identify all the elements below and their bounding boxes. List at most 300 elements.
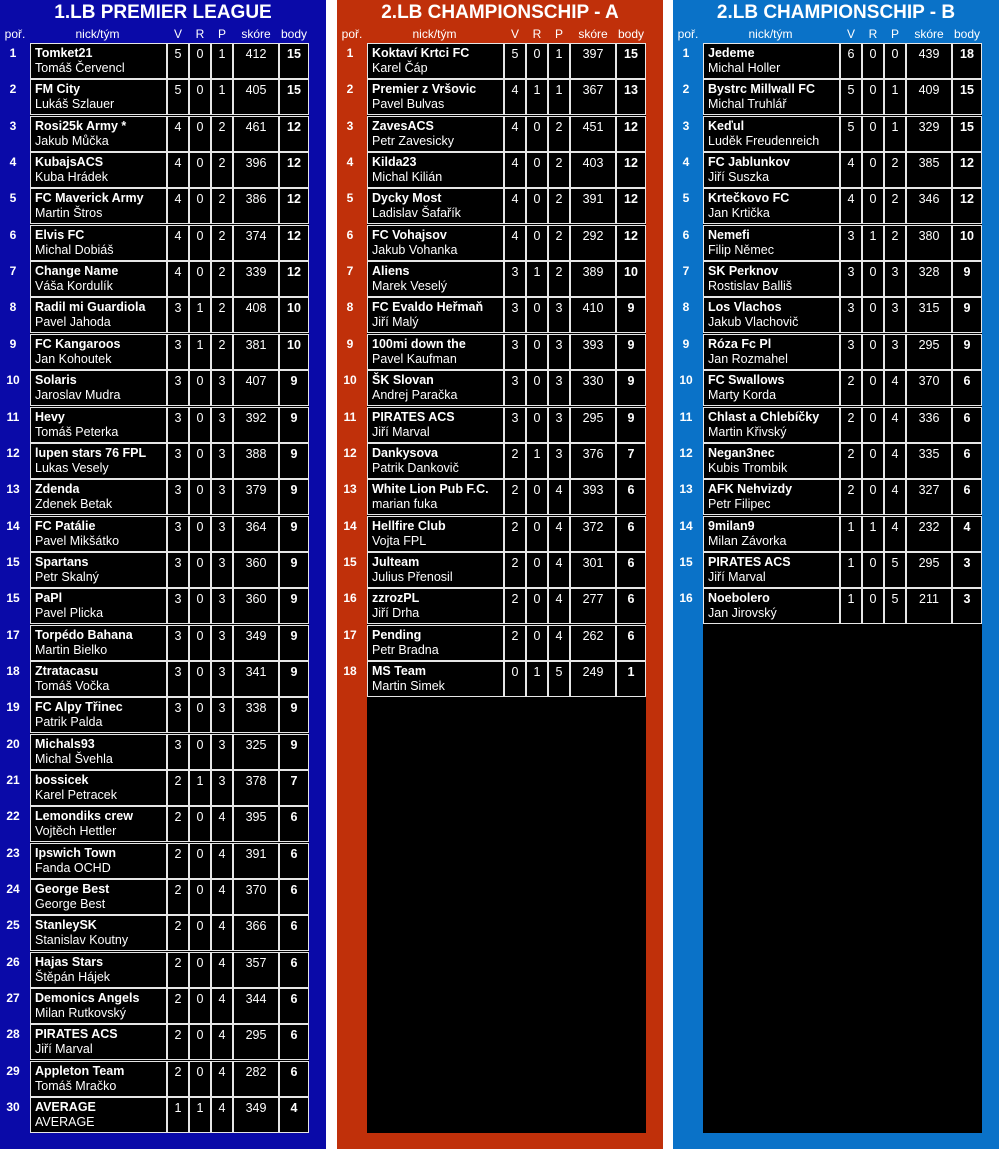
team-cell[interactable] — [367, 588, 504, 624]
score-cell — [570, 225, 616, 261]
lost-cell — [884, 552, 906, 588]
won-value: 5 — [174, 83, 182, 98]
team-cell[interactable] — [367, 116, 504, 152]
points-value: 12 — [624, 228, 638, 243]
manager-name: Pavel Bulvas — [372, 97, 445, 112]
team-name: Kilda23 — [372, 155, 417, 170]
won-value: 3 — [511, 301, 519, 316]
lost-cell — [211, 952, 233, 988]
table-row[interactable] — [682, 261, 982, 297]
team-cell[interactable] — [30, 297, 167, 333]
team-cell[interactable] — [703, 516, 840, 552]
table-row[interactable] — [682, 79, 982, 115]
points-value: 15 — [287, 83, 301, 98]
points-cell — [616, 370, 646, 406]
lost-cell — [211, 915, 233, 951]
team-cell[interactable] — [30, 152, 167, 188]
points-value: 15 — [624, 47, 638, 61]
manager-name: Andrej Paračka — [372, 388, 458, 403]
team-cell[interactable] — [367, 188, 504, 224]
team-cell[interactable] — [703, 588, 840, 624]
team-cell[interactable] — [30, 334, 167, 370]
lost-value: 3 — [891, 337, 899, 352]
points-cell — [279, 152, 309, 188]
standings-table — [343, 43, 646, 1133]
score-cell — [233, 697, 279, 733]
league-title: 1.LB PREMIER LEAGUE — [54, 2, 272, 23]
lost-value: 3 — [218, 628, 226, 643]
manager-name: Petr Bradna — [372, 642, 439, 657]
team-cell[interactable] — [30, 370, 167, 406]
table-row[interactable] — [6, 1061, 309, 1097]
table-row[interactable] — [6, 1097, 309, 1133]
score-cell — [570, 370, 616, 406]
table-row[interactable] — [346, 152, 646, 188]
team-cell[interactable] — [367, 152, 504, 188]
team-cell[interactable] — [367, 297, 504, 333]
points-value: 3 — [963, 592, 971, 607]
points-cell — [616, 588, 646, 624]
table-row[interactable] — [682, 188, 982, 224]
table-row[interactable] — [343, 552, 646, 588]
points-cell — [616, 443, 646, 479]
table-row[interactable] — [6, 770, 309, 806]
table-row[interactable] — [6, 516, 309, 552]
team-cell[interactable] — [367, 625, 504, 661]
drawn-value: 0 — [869, 265, 877, 280]
team-name: White Lion Pub F.C. — [372, 482, 489, 497]
drawn-value: 0 — [196, 955, 204, 970]
score-value: 277 — [582, 592, 604, 607]
lost-cell — [211, 625, 233, 661]
won-cell — [504, 370, 526, 406]
drawn-cell — [189, 516, 211, 552]
team-cell[interactable] — [367, 552, 504, 588]
table-row[interactable] — [343, 407, 646, 443]
team-cell[interactable] — [703, 261, 840, 297]
manager-name: Jan Kohoutek — [35, 351, 112, 366]
score-value: 409 — [918, 83, 940, 98]
table-row[interactable] — [6, 588, 309, 624]
points-cell — [616, 297, 646, 333]
table-row[interactable] — [679, 407, 982, 443]
points-cell — [952, 188, 982, 224]
table-row[interactable] — [9, 334, 309, 370]
lost-value: 3 — [555, 301, 563, 316]
points-value: 9 — [290, 592, 298, 607]
lost-value: 2 — [891, 228, 899, 243]
points-value: 9 — [290, 628, 298, 643]
points-value: 6 — [290, 992, 298, 1007]
table-row[interactable] — [682, 297, 982, 333]
manager-name: Tomáš Vočka — [35, 678, 110, 693]
table-row[interactable] — [679, 443, 982, 479]
header-score: skóre — [241, 27, 271, 41]
table-row[interactable] — [6, 952, 309, 988]
lost-cell — [548, 188, 570, 224]
points-value: 6 — [627, 483, 635, 498]
drawn-cell — [862, 588, 884, 624]
table-row[interactable] — [679, 588, 982, 624]
drawn-cell — [189, 879, 211, 915]
lost-cell — [211, 261, 233, 297]
points-cell — [616, 225, 646, 261]
team-cell[interactable] — [30, 407, 167, 443]
table-row[interactable] — [6, 806, 309, 842]
team-cell[interactable] — [30, 225, 167, 261]
drawn-value: 0 — [869, 156, 877, 171]
table-row[interactable] — [6, 479, 309, 515]
points-value: 6 — [627, 592, 635, 607]
won-value: 3 — [174, 337, 182, 352]
lost-cell — [211, 770, 233, 806]
team-cell[interactable] — [703, 443, 840, 479]
manager-name: Jaroslav Mudra — [35, 388, 121, 403]
won-value: 4 — [511, 83, 519, 98]
team-cell[interactable] — [30, 697, 167, 733]
won-value: 3 — [511, 337, 519, 352]
table-row[interactable] — [679, 516, 982, 552]
table-row[interactable] — [9, 188, 309, 224]
team-cell[interactable] — [703, 297, 840, 333]
score-cell — [570, 334, 616, 370]
score-value: 393 — [582, 483, 604, 498]
team-cell[interactable] — [30, 43, 167, 79]
won-value: 4 — [174, 156, 182, 171]
won-value: 3 — [174, 555, 182, 570]
score-value: 391 — [582, 192, 604, 207]
team-name: FC Kangaroos — [35, 336, 121, 351]
standings-table — [679, 43, 982, 1133]
table-row[interactable] — [346, 116, 646, 152]
score-value: 374 — [245, 228, 267, 243]
score-cell — [570, 188, 616, 224]
table-row[interactable] — [346, 43, 646, 79]
team-name: Ztratacasu — [35, 663, 99, 678]
score-value: 370 — [918, 374, 940, 389]
team-cell[interactable] — [30, 988, 167, 1024]
team-cell[interactable] — [30, 516, 167, 552]
manager-name: Rostislav Balliš — [708, 279, 793, 294]
score-value: 335 — [918, 446, 940, 461]
team-cell[interactable] — [30, 879, 167, 915]
team-name: Change Name — [35, 264, 119, 279]
team-cell[interactable] — [703, 479, 840, 515]
team-name: Chlast a Chlebíčky — [708, 409, 820, 424]
team-cell[interactable] — [703, 225, 840, 261]
score-cell — [570, 661, 616, 697]
points-cell — [279, 1061, 309, 1097]
table-row[interactable] — [679, 552, 982, 588]
won-value: 2 — [174, 774, 182, 788]
table-row[interactable] — [343, 479, 646, 515]
points-value: 6 — [963, 374, 971, 389]
drawn-value: 0 — [196, 1064, 204, 1079]
points-cell — [279, 407, 309, 443]
manager-name: Zdenek Betak — [35, 497, 113, 512]
rank-number: 26 — [6, 954, 20, 969]
won-value: 5 — [511, 47, 519, 61]
table-row[interactable] — [6, 879, 309, 915]
rank-number: 15 — [6, 591, 20, 606]
lost-value: 3 — [218, 374, 226, 389]
points-value: 9 — [290, 410, 298, 425]
score-value: 339 — [245, 265, 267, 280]
table-row[interactable] — [9, 116, 309, 152]
drawn-cell — [862, 407, 884, 443]
lost-cell — [211, 697, 233, 733]
won-cell — [167, 443, 189, 479]
team-cell[interactable] — [367, 479, 504, 515]
table-row[interactable] — [343, 588, 646, 624]
team-cell[interactable] — [367, 43, 504, 79]
table-row[interactable] — [9, 152, 309, 188]
score-value: 366 — [245, 919, 267, 934]
team-cell[interactable] — [703, 334, 840, 370]
team-cell[interactable] — [30, 588, 167, 624]
lost-value: 4 — [891, 483, 899, 498]
team-cell[interactable] — [30, 952, 167, 988]
points-value: 9 — [290, 701, 298, 716]
table-row[interactable] — [6, 443, 309, 479]
team-cell[interactable] — [703, 188, 840, 224]
team-cell[interactable] — [367, 334, 504, 370]
table-row[interactable] — [6, 734, 309, 770]
team-cell[interactable] — [703, 152, 840, 188]
team-cell[interactable] — [30, 625, 167, 661]
points-cell — [952, 116, 982, 152]
drawn-value: 0 — [869, 83, 877, 98]
table-row[interactable] — [682, 334, 982, 370]
team-cell[interactable] — [703, 43, 840, 79]
table-row[interactable] — [346, 297, 646, 333]
table-row[interactable] — [6, 370, 309, 406]
rank-number: 13 — [679, 482, 693, 497]
lost-value: 3 — [218, 701, 226, 716]
won-value: 4 — [174, 119, 182, 134]
table-row[interactable] — [9, 297, 309, 333]
team-cell[interactable] — [30, 915, 167, 951]
team-cell[interactable] — [30, 261, 167, 297]
lost-cell — [211, 516, 233, 552]
team-cell[interactable] — [30, 479, 167, 515]
team-name: Koktaví Krtci FC — [372, 46, 470, 60]
table-row[interactable] — [343, 370, 646, 406]
points-cell — [952, 297, 982, 333]
drawn-cell — [189, 1097, 211, 1133]
lost-value: 4 — [218, 1101, 226, 1116]
drawn-value: 0 — [196, 519, 204, 534]
lost-value: 4 — [218, 1028, 226, 1043]
drawn-cell — [526, 225, 548, 261]
lost-cell — [211, 661, 233, 697]
rank-number: 8 — [682, 300, 690, 315]
rank-number: 18 — [6, 663, 20, 678]
table-row[interactable] — [682, 116, 982, 152]
score-cell — [233, 43, 279, 79]
team-cell[interactable] — [367, 225, 504, 261]
table-row[interactable] — [682, 43, 982, 79]
score-cell — [233, 915, 279, 951]
manager-name: Jan Rozmahel — [708, 351, 788, 366]
team-cell[interactable] — [30, 843, 167, 879]
team-cell[interactable] — [367, 79, 504, 115]
team-cell[interactable] — [703, 552, 840, 588]
team-cell[interactable] — [703, 116, 840, 152]
table-row[interactable] — [6, 661, 309, 697]
table-row[interactable] — [346, 261, 646, 297]
points-cell — [952, 588, 982, 624]
won-cell — [504, 661, 526, 697]
drawn-value: 0 — [533, 519, 541, 534]
drawn-value: 0 — [869, 47, 877, 61]
manager-name: Jakub Vlachovič — [708, 315, 799, 330]
team-cell[interactable] — [30, 188, 167, 224]
won-cell — [167, 188, 189, 224]
table-row[interactable] — [346, 225, 646, 261]
header-won: V — [173, 27, 182, 41]
points-cell — [952, 407, 982, 443]
team-cell[interactable] — [367, 516, 504, 552]
table-row[interactable] — [6, 1024, 309, 1060]
table-row[interactable] — [9, 225, 309, 261]
manager-name: AVERAGE — [35, 1115, 95, 1130]
table-row[interactable] — [343, 661, 646, 697]
team-name: AFK Nehvizdy — [708, 482, 793, 497]
won-value: 2 — [847, 374, 855, 389]
lost-cell — [884, 407, 906, 443]
rank-number: 6 — [346, 227, 354, 242]
league-title: 2.LB CHAMPIONSCHIP - A — [381, 2, 619, 23]
team-cell[interactable] — [30, 806, 167, 842]
lost-value: 3 — [555, 337, 563, 352]
manager-name: Tomáš Červencl — [35, 61, 125, 75]
team-cell[interactable] — [30, 770, 167, 806]
lost-cell — [211, 370, 233, 406]
team-cell[interactable] — [703, 370, 840, 406]
won-value: 2 — [174, 992, 182, 1007]
drawn-value: 1 — [196, 774, 204, 788]
points-value: 6 — [627, 519, 635, 534]
lost-cell — [548, 297, 570, 333]
points-value: 15 — [960, 119, 974, 134]
manager-name: Michal Truhlář — [708, 97, 787, 112]
team-cell[interactable] — [703, 79, 840, 115]
team-cell[interactable] — [367, 443, 504, 479]
team-cell[interactable] — [30, 116, 167, 152]
lost-cell — [884, 516, 906, 552]
drawn-cell — [189, 407, 211, 443]
rank-number: 13 — [6, 482, 20, 497]
points-cell — [616, 152, 646, 188]
team-cell[interactable] — [30, 1024, 167, 1060]
table-row[interactable] — [346, 79, 646, 115]
table-row[interactable] — [343, 625, 646, 661]
team-cell[interactable] — [30, 1061, 167, 1097]
score-value: 341 — [245, 664, 267, 679]
team-cell[interactable] — [367, 261, 504, 297]
points-cell — [616, 261, 646, 297]
lost-value: 1 — [218, 47, 226, 61]
won-cell — [504, 334, 526, 370]
table-row[interactable] — [679, 479, 982, 515]
manager-name: Michal Dobiáš — [35, 242, 114, 257]
rank-number: 12 — [6, 445, 20, 460]
score-value: 295 — [918, 337, 940, 352]
table-row[interactable] — [9, 261, 309, 297]
table-row[interactable] — [6, 552, 309, 588]
team-cell[interactable] — [30, 1097, 167, 1133]
table-row[interactable] — [343, 516, 646, 552]
score-cell — [906, 334, 952, 370]
table-row[interactable] — [6, 915, 309, 951]
lost-value: 4 — [218, 846, 226, 861]
score-value: 380 — [918, 228, 940, 243]
table-row[interactable] — [682, 225, 982, 261]
drawn-value: 0 — [196, 156, 204, 171]
header-drawn: R — [195, 27, 205, 41]
lost-value: 4 — [555, 628, 563, 643]
table-row[interactable] — [6, 625, 309, 661]
team-name: Aliens — [372, 264, 410, 279]
table-row[interactable] — [6, 407, 309, 443]
team-cell[interactable] — [30, 552, 167, 588]
header-lost: P — [217, 27, 226, 41]
won-value: 1 — [174, 1101, 182, 1116]
drawn-value: 0 — [196, 228, 204, 243]
won-value: 2 — [511, 446, 519, 461]
won-cell — [167, 806, 189, 842]
team-cell[interactable] — [30, 443, 167, 479]
lost-value: 2 — [555, 228, 563, 243]
team-cell[interactable] — [30, 661, 167, 697]
rank-number: 4 — [346, 155, 354, 170]
team-cell[interactable] — [30, 79, 167, 115]
table-row[interactable] — [6, 697, 309, 733]
rank-number: 25 — [6, 918, 20, 933]
table-row[interactable] — [679, 370, 982, 406]
manager-name: Petr Filipec — [708, 497, 771, 512]
drawn-cell — [189, 1024, 211, 1060]
team-name: Hajas Stars — [35, 954, 104, 969]
score-cell — [233, 79, 279, 115]
won-value: 3 — [511, 410, 519, 425]
drawn-cell — [189, 188, 211, 224]
table-row[interactable] — [343, 443, 646, 479]
drawn-value: 1 — [196, 337, 204, 352]
table-row[interactable] — [682, 152, 982, 188]
table-row[interactable] — [9, 79, 309, 115]
team-cell[interactable] — [367, 370, 504, 406]
team-cell[interactable] — [30, 734, 167, 770]
table-row[interactable] — [346, 334, 646, 370]
team-cell[interactable] — [703, 407, 840, 443]
rank-number: 3 — [346, 118, 354, 133]
lost-cell — [884, 261, 906, 297]
team-cell[interactable] — [367, 661, 504, 697]
drawn-value: 0 — [533, 374, 541, 389]
drawn-cell — [526, 334, 548, 370]
lost-value: 2 — [555, 192, 563, 207]
table-row[interactable] — [6, 843, 309, 879]
table-row[interactable] — [6, 988, 309, 1024]
lost-value: 4 — [218, 919, 226, 934]
table-row[interactable] — [9, 43, 309, 79]
table-row[interactable] — [346, 188, 646, 224]
team-cell[interactable] — [367, 407, 504, 443]
rank-number: 7 — [346, 264, 354, 279]
points-cell — [279, 734, 309, 770]
